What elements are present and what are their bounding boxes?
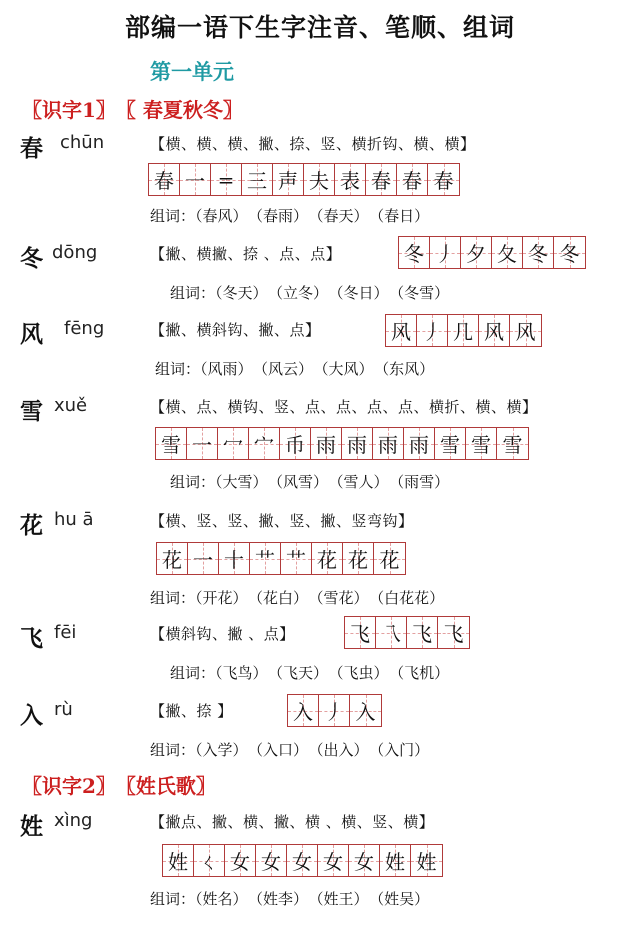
stroke-step: 雨 (316, 433, 336, 457)
stroke-cell (242, 164, 273, 195)
word: （花白） (255, 589, 309, 607)
stroke-step: 夕 (466, 242, 486, 266)
stroke-step: 姓 (385, 850, 405, 874)
stroke-grid (156, 542, 406, 575)
stroke-cell (311, 428, 342, 459)
stroke-step: 女 (230, 850, 250, 874)
stroke-step: 雪 (471, 433, 491, 457)
stroke-step: 艹 (255, 548, 275, 572)
stroke-order: 【横、竖、竖、撇、竖、撇、竖弯钩】 (150, 512, 414, 530)
word: （入口） (255, 741, 309, 759)
pinyin: xìng (54, 810, 93, 831)
stroke-cell (157, 543, 188, 574)
lesson-name: 〖姓氏歌〗 (125, 774, 216, 798)
hanzi: 花 (20, 512, 43, 539)
word-list (155, 358, 442, 379)
stroke-grid (398, 236, 586, 269)
stroke-cell (497, 428, 528, 459)
word: （白花花） (376, 589, 445, 607)
stroke-cell (366, 164, 397, 195)
stroke-step: 雨 (409, 433, 429, 457)
word-list (150, 888, 437, 909)
stroke-cell (380, 845, 411, 876)
word: （立冬） (275, 284, 329, 302)
word-list (150, 205, 437, 226)
stroke-cell (479, 315, 510, 346)
words-label: 组词： (150, 890, 196, 908)
hanzi: 冬 (20, 245, 43, 272)
word-list (150, 739, 437, 760)
stroke-step: 女 (292, 850, 312, 874)
stroke-cell (319, 695, 350, 726)
word: （出入） (316, 741, 369, 759)
stroke-step: 花 (379, 548, 400, 572)
word-list (170, 662, 457, 683)
stroke-step: 宀 (254, 433, 274, 457)
stroke-step: 冬 (404, 242, 424, 266)
word: （春天） (316, 207, 369, 225)
word: （大雪） (215, 473, 268, 491)
stroke-grid (162, 844, 443, 877)
stroke-cell (428, 164, 459, 195)
stroke-cell (342, 428, 373, 459)
section-heading-2 (22, 770, 226, 799)
word: （开花） (195, 589, 248, 607)
stroke-order: 【撇、捺 】 (150, 702, 233, 720)
stroke-cell (399, 237, 430, 268)
word-list (170, 471, 457, 492)
stroke-cell (349, 845, 380, 876)
words-label: 组词： (170, 473, 216, 491)
stroke-step: 几 (453, 320, 473, 344)
word-list (170, 282, 457, 303)
stroke-step: 一 (185, 169, 205, 193)
stroke-grid (385, 314, 542, 347)
stroke-cell (386, 315, 417, 346)
stroke-step: 冬 (528, 242, 548, 266)
stroke-step: 春 (154, 169, 174, 193)
stroke-step: = (217, 167, 235, 192)
stroke-cell (435, 428, 466, 459)
stroke-cell (411, 845, 442, 876)
stroke-step: 雪 (502, 433, 523, 457)
document-title: 部编一语下生字注音、笔顺、组词 (124, 13, 515, 42)
stroke-step: 花 (317, 548, 337, 572)
stroke-step: 一 (193, 548, 213, 572)
word: （春风） (195, 207, 248, 225)
stroke-step: 声 (278, 169, 298, 193)
hanzi: 入 (20, 702, 43, 729)
stroke-cell (180, 164, 211, 195)
stroke-cell (448, 315, 479, 346)
stroke-cell (256, 845, 287, 876)
stroke-cell (219, 543, 250, 574)
stroke-step: 一 (192, 433, 212, 457)
stroke-step: 春 (433, 169, 454, 193)
stroke-step: 姓 (168, 850, 188, 874)
stroke-step: 雨 (378, 433, 398, 457)
stroke-step: 春 (371, 169, 391, 193)
hanzi: 春 (20, 135, 43, 162)
hanzi: 姓 (20, 813, 43, 840)
stroke-grid (344, 616, 470, 649)
word: （风雪） (275, 473, 329, 491)
word: （雪花） (316, 589, 369, 607)
word: （飞机） (396, 664, 450, 682)
stroke-step: 女 (354, 850, 374, 874)
word: （入门） (376, 741, 430, 759)
word-list (150, 587, 452, 608)
word: （冬雪） (396, 284, 450, 302)
stroke-cell (350, 695, 381, 726)
stroke-order: 【撇、横撇、捺 、点、点】 (150, 245, 342, 263)
unit-title: 第一单元 (150, 59, 234, 84)
hanzi: 雪 (20, 398, 43, 425)
word: （冬日） (336, 284, 389, 302)
stroke-cell (304, 164, 335, 195)
word: （飞虫） (336, 664, 389, 682)
stroke-grid (287, 694, 382, 727)
stroke-step: 风 (484, 320, 504, 344)
hanzi: 飞 (20, 625, 43, 652)
stroke-cell (163, 845, 194, 876)
stroke-cell (376, 617, 407, 648)
stroke-cell (374, 543, 405, 574)
stroke-cell (156, 428, 187, 459)
stroke-cell (288, 695, 319, 726)
word: （春雨） (255, 207, 309, 225)
stroke-step: 夂 (497, 242, 517, 266)
stroke-cell (249, 428, 280, 459)
word: （风云） (260, 360, 314, 378)
stroke-step: 入 (293, 700, 313, 724)
stroke-step: 丿 (435, 242, 455, 266)
words-label: 组词： (155, 360, 201, 378)
word: （飞鸟） (215, 664, 268, 682)
word: （姓李） (255, 890, 309, 908)
lesson-name: 〖 春夏秋冬〗 (125, 98, 243, 122)
stroke-order: 【横、点、横钩、竖、点、点、点、点、横折、横、横】 (150, 398, 538, 416)
stroke-cell (273, 164, 304, 195)
stroke-step: 花 (162, 548, 182, 572)
stroke-cell (492, 237, 523, 268)
stroke-cell (318, 845, 349, 876)
stroke-cell (149, 164, 180, 195)
word: （姓王） (316, 890, 369, 908)
stroke-cell (187, 428, 218, 459)
word: （大风） (321, 360, 374, 378)
pinyin: fēi (54, 622, 77, 643)
word: （姓名） (195, 890, 248, 908)
word: （雪人） (336, 473, 389, 491)
pinyin: xuě (54, 395, 88, 416)
stroke-step: 丿 (422, 320, 442, 344)
stroke-cell (281, 543, 312, 574)
stroke-step: 飞 (412, 622, 432, 646)
stroke-step: 丿 (324, 700, 344, 724)
stroke-order: 【横、横、横、撇、捺、竖、横折钩、横、横】 (150, 135, 476, 153)
stroke-step: 雪 (161, 433, 181, 457)
stroke-step: ㄑ (199, 850, 219, 874)
stroke-step: 十 (224, 548, 244, 572)
stroke-step: 表 (340, 169, 360, 193)
lesson-label: 〖识字1〗 (22, 98, 116, 122)
stroke-step: 冬 (559, 242, 580, 266)
stroke-step: 冖 (223, 433, 243, 457)
stroke-cell (373, 428, 404, 459)
stroke-step: 风 (515, 320, 536, 344)
pinyin: hu ā (54, 509, 94, 530)
stroke-cell (343, 543, 374, 574)
stroke-step: 雨 (347, 433, 367, 457)
lesson-label: 〖识字2〗 (22, 774, 116, 798)
stroke-step: 艹 (286, 548, 306, 572)
section-heading-1 (22, 94, 253, 123)
stroke-step: 春 (402, 169, 422, 193)
stroke-cell (280, 428, 311, 459)
stroke-step: 飞 (443, 622, 464, 646)
stroke-cell (407, 617, 438, 648)
stroke-step: 三 (247, 169, 267, 193)
hanzi: 风 (20, 321, 43, 348)
stroke-step: 入 (355, 700, 376, 724)
stroke-cell (430, 237, 461, 268)
stroke-cell (438, 617, 469, 648)
stroke-cell (194, 845, 225, 876)
stroke-order: 【撇点、撇、横、撇、横 、横、竖、横】 (150, 813, 435, 831)
stroke-cell (345, 617, 376, 648)
stroke-order: 【横斜钩、撇 、点】 (150, 625, 295, 643)
stroke-cell (397, 164, 428, 195)
words-label: 组词： (150, 589, 196, 607)
stroke-order: 【撇、横斜钩、撇、点】 (150, 321, 321, 339)
stroke-cell (312, 543, 343, 574)
stroke-step: 雪 (440, 433, 460, 457)
stroke-cell (250, 543, 281, 574)
stroke-cell (287, 845, 318, 876)
stroke-grid (148, 163, 460, 196)
word: （姓吴） (376, 890, 430, 908)
stroke-cell (523, 237, 554, 268)
stroke-step: 夫 (309, 169, 329, 193)
stroke-cell (404, 428, 435, 459)
stroke-cell (218, 428, 249, 459)
pinyin: rù (54, 699, 73, 720)
stroke-step: 风 (391, 320, 411, 344)
word: （冬天） (215, 284, 268, 302)
stroke-step: 飞 (350, 622, 370, 646)
stroke-cell (211, 164, 242, 195)
word: （入学） (195, 741, 248, 759)
pinyin: chūn (60, 132, 105, 153)
stroke-grid (155, 427, 529, 460)
word: （风雨） (200, 360, 253, 378)
pinyin: dōng (52, 242, 98, 263)
stroke-cell (554, 237, 585, 268)
words-label: 组词： (170, 284, 216, 302)
stroke-cell (335, 164, 366, 195)
word: （东风） (381, 360, 435, 378)
stroke-cell (225, 845, 256, 876)
stroke-step: 女 (323, 850, 343, 874)
word: （飞天） (275, 664, 329, 682)
stroke-step: 姓 (416, 850, 437, 874)
stroke-cell (188, 543, 219, 574)
word: （春日） (376, 207, 430, 225)
stroke-cell (417, 315, 448, 346)
stroke-cell (461, 237, 492, 268)
stroke-step: 乁 (381, 622, 401, 646)
words-label: 组词： (150, 741, 196, 759)
stroke-step: 花 (348, 548, 368, 572)
stroke-cell (466, 428, 497, 459)
stroke-step: 币 (285, 433, 305, 457)
word: （雨雪） (396, 473, 450, 491)
words-label: 组词： (150, 207, 196, 225)
stroke-step: 女 (261, 850, 281, 874)
pinyin: fēng (64, 318, 105, 339)
words-label: 组词： (170, 664, 216, 682)
stroke-cell (510, 315, 541, 346)
